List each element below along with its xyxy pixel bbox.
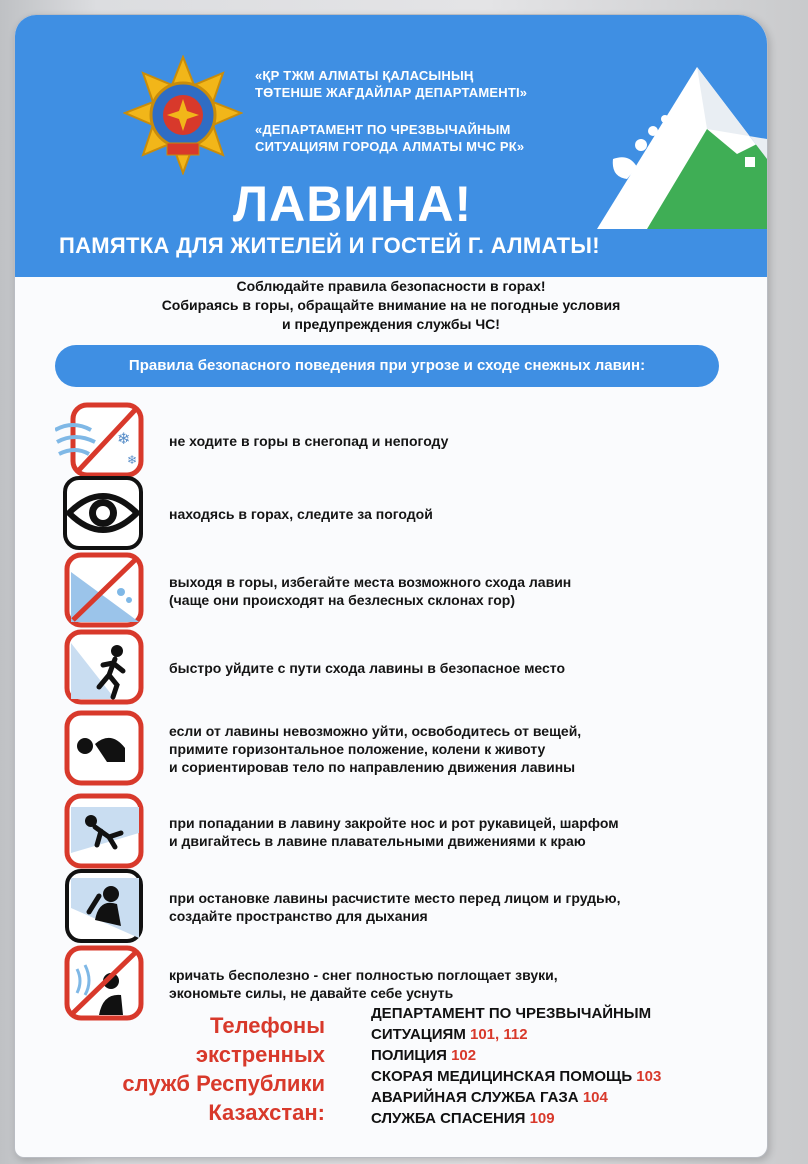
rule-line: примите горизонтальное положение, колени к животу bbox=[169, 741, 546, 757]
shielding-face-icon bbox=[55, 868, 145, 946]
phone-entry bbox=[371, 1045, 751, 1066]
svg-text:❄: ❄ bbox=[127, 453, 138, 467]
rule-line: (чаще они происходят на безлесных склонах гор) bbox=[169, 592, 516, 608]
rule-line: при попадании в лавину закройте нос и рот рукавицей, шарфом bbox=[169, 815, 619, 831]
phone-entry bbox=[371, 1003, 751, 1024]
rule-item bbox=[55, 402, 745, 482]
phone-entry bbox=[371, 1087, 751, 1108]
phones-label-line: Телефоны bbox=[210, 1013, 325, 1038]
phone-service-name: СЛУЖБА СПАСЕНИЯ bbox=[371, 1110, 530, 1127]
rule-line: выходя в горы, избегайте места возможного схода лавин bbox=[169, 574, 572, 590]
rule-line: не ходите в горы в снегопад и непогоду bbox=[169, 433, 449, 449]
org-kz-line-2: ТӨТЕНШЕ ЖАҒДАЙЛАР ДЕПАРТАМЕНТІ» bbox=[255, 85, 528, 100]
svg-text:❄: ❄ bbox=[117, 431, 131, 448]
rule-item bbox=[55, 793, 745, 873]
rule-item bbox=[55, 475, 745, 555]
phones-label-line: Казахстан: bbox=[208, 1100, 325, 1125]
rule-text bbox=[169, 402, 729, 480]
rule-text bbox=[169, 793, 729, 871]
rule-text bbox=[169, 552, 729, 630]
rule-text bbox=[169, 868, 729, 946]
phone-number: 104 bbox=[582, 1089, 608, 1106]
phone-service-name: ПОЛИЦИЯ bbox=[371, 1047, 452, 1064]
rule-line: при остановке лавины расчистите место перед лицом и грудью, bbox=[169, 890, 621, 906]
phone-number: 101, 112 bbox=[470, 1026, 528, 1043]
phone-number: 102 bbox=[451, 1047, 477, 1064]
rule-line: если от лавины невозможно уйти, освободитесь от вещей, bbox=[169, 723, 582, 739]
phone-service-name: АВАРИЙНАЯ СЛУЖБА ГАЗА bbox=[371, 1089, 583, 1106]
poster-title: ЛАВИНА! bbox=[233, 176, 473, 232]
intro-text bbox=[15, 277, 767, 334]
intro-line-3: и предупреждения службы ЧС! bbox=[282, 316, 500, 332]
rule-item bbox=[55, 629, 745, 709]
rules-heading: Правила безопасного поведения при угрозе и сходе снежных лавин: bbox=[55, 345, 719, 387]
no-snowfall-icon bbox=[55, 402, 145, 480]
rule-line: и сориентировав тело по направлению движения лавины bbox=[169, 759, 576, 775]
phones-label-line: экстренных bbox=[195, 1042, 325, 1067]
mountain-avalanche-icon bbox=[587, 59, 767, 229]
poster-subtitle: ПАМЯТКА ДЛЯ ЖИТЕЛЕЙ И ГОСТЕЙ Г. АЛМАТЫ! bbox=[59, 233, 600, 258]
swimming-person-icon bbox=[55, 793, 145, 871]
org-kz-line-1: «ҚР ТЖМ АЛМАТЫ ҚАЛАСЫНЫҢ bbox=[255, 68, 474, 83]
phone-number: 103 bbox=[636, 1068, 662, 1085]
rule-text bbox=[169, 710, 729, 788]
org-name-russian bbox=[255, 121, 524, 155]
emergency-phones-list bbox=[371, 1003, 751, 1129]
rule-text bbox=[169, 475, 729, 553]
emergency-ministry-emblem-icon bbox=[123, 55, 243, 175]
phone-entry bbox=[371, 1024, 751, 1045]
phone-entry bbox=[371, 1108, 751, 1129]
intro-line-1: Соблюдайте правила безопасности в горах! bbox=[236, 278, 546, 294]
rule-item bbox=[55, 710, 745, 790]
crouching-person-icon bbox=[55, 710, 145, 788]
rule-text bbox=[169, 629, 729, 707]
poster bbox=[14, 14, 768, 1158]
rule-item bbox=[55, 868, 745, 948]
running-person-icon bbox=[55, 629, 145, 707]
rule-line: экономьте силы, не давайте себе уснуть bbox=[169, 985, 454, 1001]
no-avalanche-slope-icon bbox=[55, 552, 145, 630]
phone-service-name: СИТУАЦИЯМ bbox=[371, 1026, 470, 1043]
emergency-phones-label bbox=[35, 1011, 325, 1127]
rule-line: быстро уйдите с пути схода лавины в безопасное место bbox=[169, 660, 566, 676]
rule-line: находясь в горах, следите за погодой bbox=[169, 506, 433, 522]
phone-number: 109 bbox=[529, 1110, 555, 1127]
rule-line: создайте пространство для дыхания bbox=[169, 908, 428, 924]
phones-label-line: служб Республики bbox=[122, 1071, 325, 1096]
eye-icon bbox=[55, 475, 145, 553]
phone-entry bbox=[371, 1066, 751, 1087]
poster-header bbox=[15, 15, 767, 277]
rule-line: и двигайтесь в лавине плавательными движениями к краю bbox=[169, 833, 586, 849]
rule-item bbox=[55, 552, 745, 632]
org-ru-line-1: «ДЕПАРТАМЕНТ ПО ЧРЕЗВЫЧАЙНЫМ bbox=[255, 122, 511, 137]
rule-line: кричать бесполезно - снег полностью поглощает звуки, bbox=[169, 967, 558, 983]
org-ru-line-2: СИТУАЦИЯМ ГОРОДА АЛМАТЫ МЧС РК» bbox=[255, 139, 525, 154]
phone-service-name: СКОРАЯ МЕДИЦИНСКАЯ ПОМОЩЬ bbox=[371, 1068, 637, 1085]
phone-service-name: ДЕПАРТАМЕНТ ПО ЧРЕЗВЫЧАЙНЫМ bbox=[371, 1005, 652, 1022]
intro-line-2: Собираясь в горы, обращайте внимание на не погодные условия bbox=[161, 297, 621, 313]
org-name-kazakh bbox=[255, 67, 527, 101]
